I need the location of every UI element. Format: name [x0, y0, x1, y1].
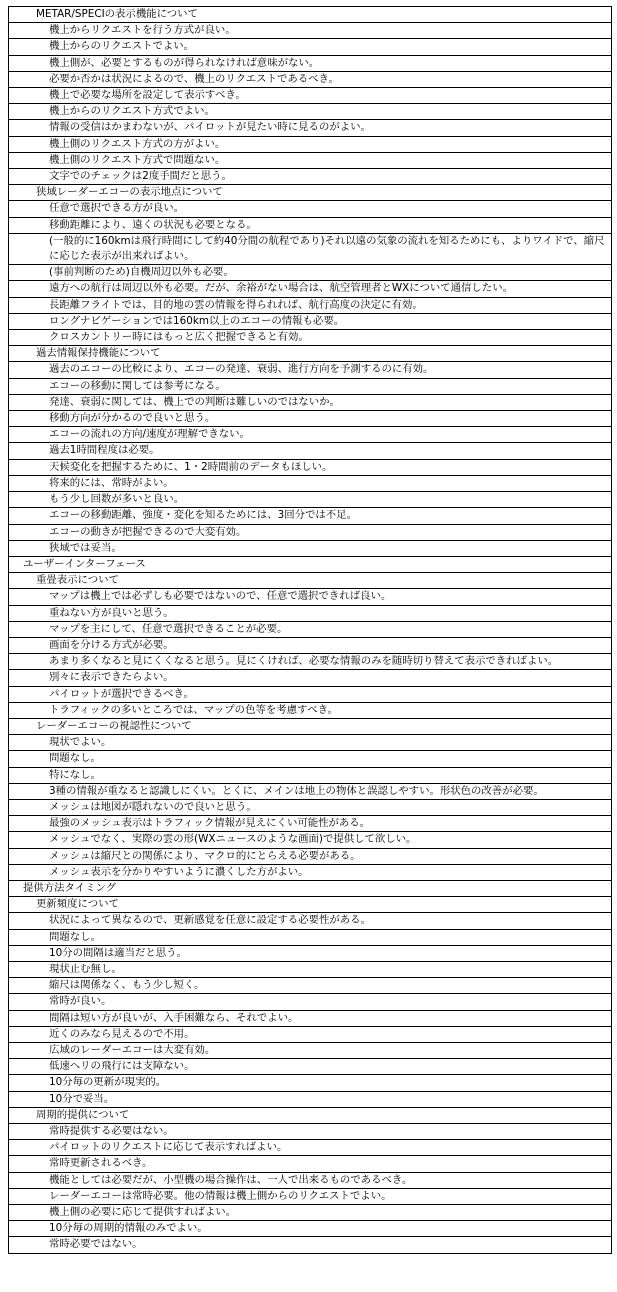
comment-row [9, 281, 612, 297]
comment-text: 低速ヘリの飛行には支障ない。 [9, 1059, 612, 1075]
comment-text: 機上からリクエストを行う方式が良い。 [9, 23, 612, 39]
comment-text: 機能としては必要だが、小型機の場合操作は、一人で出来るものであるべき。 [9, 1172, 612, 1188]
comment-row [9, 1091, 612, 1107]
comment-row [9, 492, 612, 508]
comment-text: 最強のメッシュ表示はトラフィック情報が見えにくい可能性がある。 [9, 816, 612, 832]
section-row [9, 880, 612, 896]
comment-row [9, 23, 612, 39]
comment-text: マップは機上では必ずしも必要ではないので、任意で選択できれば良い。 [9, 589, 612, 605]
comment-row [9, 799, 612, 815]
comment-text: 問題なし。 [9, 751, 612, 767]
comment-row [9, 297, 612, 313]
section-row [9, 556, 612, 572]
comment-row [9, 670, 612, 686]
comment-row [9, 540, 612, 556]
comment-row [9, 1026, 612, 1042]
comment-text: 10分の間隔は適当だと思う。 [9, 945, 612, 961]
comment-text: パイロットが選択できるべき。 [9, 686, 612, 702]
section-heading: ユーザーインターフェース [9, 556, 612, 572]
comment-text: 特になし。 [9, 767, 612, 783]
comment-row [9, 443, 612, 459]
comment-text: 将来的には、常時がよい。 [9, 475, 612, 491]
comment-row [9, 864, 612, 880]
comment-row [9, 605, 612, 621]
comment-text: 機上からのリクエスト方式でよい。 [9, 104, 612, 120]
comment-row [9, 475, 612, 491]
comment-row [9, 104, 612, 120]
comment-text: 機上で必要な場所を設定して表示すべき。 [9, 88, 612, 104]
comment-row [9, 1221, 612, 1237]
comment-row [9, 994, 612, 1010]
comment-text: 任意で選択できる方が良い。 [9, 201, 612, 217]
comment-text: 過去1時間程度は必要。 [9, 443, 612, 459]
comment-row [9, 589, 612, 605]
comment-text: エコーの動きが把握できるので大変有効。 [9, 524, 612, 540]
comment-row [9, 621, 612, 637]
comment-text: 現状でよい。 [9, 735, 612, 751]
subsection-heading: レーダーエコーの視認性について [9, 718, 612, 734]
comment-row [9, 71, 612, 87]
subsection-heading: 重畳表示について [9, 573, 612, 589]
comments-table [8, 6, 612, 1254]
comment-row [9, 767, 612, 783]
comment-text: 画面を分ける方式が必要。 [9, 637, 612, 653]
subsection-heading: 狭域レーダーエコーの表示地点について [9, 185, 612, 201]
comment-row [9, 1010, 612, 1026]
comment-text: (一般的に160kmは飛行時間にして約40分間の航程であり)それ以遠の気象の流れを知るためにも、よりワイドで、縮尺に応じた表示が出来ればよい。 [9, 233, 612, 264]
comment-row [9, 929, 612, 945]
comment-row [9, 1043, 612, 1059]
subsection-row [9, 897, 612, 913]
comment-row [9, 816, 612, 832]
comment-row [9, 961, 612, 977]
comment-text: 長距離フライトでは、目的地の雲の情報を得られれば、航行高度の決定に有効。 [9, 297, 612, 313]
comment-row [9, 1188, 612, 1204]
comment-text: 縮尺は関係なく、もう少し短く。 [9, 978, 612, 994]
comment-text: 必要か否かは状況によるので、機上のリクエストであるべき。 [9, 71, 612, 87]
comment-row [9, 152, 612, 168]
comment-row [9, 411, 612, 427]
comment-row [9, 362, 612, 378]
comment-text: 機上側のリクエスト方式の方がよい。 [9, 136, 612, 152]
comment-row [9, 88, 612, 104]
comment-text: 移動距離により、遠くの状況も必要となる。 [9, 217, 612, 233]
comment-text: エコーの移動距離、強度・変化を知るためには、3回分では不足。 [9, 508, 612, 524]
comment-row [9, 848, 612, 864]
comment-text: エコーの移動に関しては参考になる。 [9, 378, 612, 394]
comment-row [9, 945, 612, 961]
comment-text: 3種の情報が重なると認識しにくい。とくに、メインは地上の物体と誤認しやすい。形状色の改善が必要。 [9, 783, 612, 799]
comment-text: 狭域では妥当。 [9, 540, 612, 556]
comment-row [9, 55, 612, 71]
comment-text: ロングナビゲーションでは160km以上のエコーの情報も必要。 [9, 313, 612, 329]
comment-text: メッシュ表示を分かりやすいように濃くした方がよい。 [9, 864, 612, 880]
comments-table-body [9, 7, 612, 1254]
comment-row [9, 1140, 612, 1156]
subsection-row [9, 1107, 612, 1123]
comment-row [9, 217, 612, 233]
comment-row [9, 751, 612, 767]
comment-text: 機上側が、必要とするものが得られなければ意味がない。 [9, 55, 612, 71]
comment-row [9, 1156, 612, 1172]
comment-row [9, 233, 612, 264]
subsection-heading: 過去情報保持機能について [9, 346, 612, 362]
comment-text: 発達、衰弱に関しては、機上での判断は難しいのではないか。 [9, 394, 612, 410]
comment-row [9, 978, 612, 994]
comment-text: 現状止む無し。 [9, 961, 612, 977]
comment-row [9, 313, 612, 329]
subsection-row [9, 185, 612, 201]
comment-text: 常時提供する必要はない。 [9, 1124, 612, 1140]
comment-row [9, 524, 612, 540]
comment-text: 間隔は短い方が良いが、入手困難なら、それでよい。 [9, 1010, 612, 1026]
comment-text: 機上からのリクエストでよい。 [9, 39, 612, 55]
comment-text: 別々に表示できたらよい。 [9, 670, 612, 686]
comment-row [9, 394, 612, 410]
comment-text: 状況によって異なるので、更新感覚を任意に設定する必要性がある。 [9, 913, 612, 929]
comment-row [9, 1205, 612, 1221]
section-heading: 提供方法タイミング [9, 880, 612, 896]
comment-text: 情報の受信はかまわないが、パイロットが見たい時に見るのがよい。 [9, 120, 612, 136]
comment-text: エコーの流れの方向/速度が理解できない。 [9, 427, 612, 443]
comment-row [9, 913, 612, 929]
comment-row [9, 1075, 612, 1091]
comment-row [9, 637, 612, 653]
subsection-heading: 周期的提供について [9, 1107, 612, 1123]
comment-text: 10分毎の周期的情報のみでよい。 [9, 1221, 612, 1237]
comment-row [9, 686, 612, 702]
comment-row [9, 1172, 612, 1188]
comment-text: メッシュでなく、実際の雲の形(WXニュースのような画面)で提供して欲しい。 [9, 832, 612, 848]
comment-row [9, 427, 612, 443]
comment-row [9, 702, 612, 718]
subsection-row [9, 346, 612, 362]
comment-text: 10分で妥当。 [9, 1091, 612, 1107]
comment-text: 10分毎の更新が現実的。 [9, 1075, 612, 1091]
comment-text: (事前判断のため)自機周辺以外も必要。 [9, 265, 612, 281]
comment-row [9, 378, 612, 394]
comment-text: トラフィックの多いところでは、マップの色等を考慮すべき。 [9, 702, 612, 718]
comment-text: 移動方向が分かるので良いと思う。 [9, 411, 612, 427]
comment-text: マップを主にして、任意で選択できることが必要。 [9, 621, 612, 637]
comment-text: 常時必要ではない。 [9, 1237, 612, 1253]
comment-row [9, 330, 612, 346]
comment-row [9, 169, 612, 185]
comment-text: あまり多くなると見にくくなると思う。見にくければ、必要な情報のみを随時切り替えて表示できればよい。 [9, 654, 612, 670]
comment-row [9, 832, 612, 848]
comment-row [9, 1237, 612, 1253]
comment-row [9, 120, 612, 136]
subsection-row [9, 573, 612, 589]
comment-text: 問題なし。 [9, 929, 612, 945]
comment-row [9, 508, 612, 524]
comment-text: 常時更新されるべき。 [9, 1156, 612, 1172]
subsection-heading: METAR/SPECIの表示機能について [9, 7, 612, 23]
comment-text: 過去のエコーの比較により、エコーの発達、衰弱、進行方向を予測するのに有効。 [9, 362, 612, 378]
comment-text: もう少し回数が多いと良い。 [9, 492, 612, 508]
comment-row [9, 201, 612, 217]
comment-text: 近くのみなら見えるので不用。 [9, 1026, 612, 1042]
comment-row [9, 1124, 612, 1140]
subsection-row [9, 718, 612, 734]
comment-row [9, 136, 612, 152]
comment-text: 文字でのチェックは2度手間だと思う。 [9, 169, 612, 185]
comment-row [9, 39, 612, 55]
comment-text: 広域のレーダーエコーは大変有効。 [9, 1043, 612, 1059]
comment-text: 常時が良い。 [9, 994, 612, 1010]
comment-text: 機上側の必要に応じて提供すればよい。 [9, 1205, 612, 1221]
comment-text: 天候変化を把握するために、1・2時間前のデータもほしい。 [9, 459, 612, 475]
comment-text: メッシュは地図が隠れないので良いと思う。 [9, 799, 612, 815]
subsection-row [9, 7, 612, 23]
comment-text: パイロットのリクエストに応じて表示すればよい。 [9, 1140, 612, 1156]
comment-text: 機上側のリクエスト方式で問題ない。 [9, 152, 612, 168]
comment-text: 重ねない方が良いと思う。 [9, 605, 612, 621]
comment-text: クロスカントリー時にはもっと広く把握できると有効。 [9, 330, 612, 346]
subsection-heading: 更新頻度について [9, 897, 612, 913]
comment-row [9, 265, 612, 281]
comment-row [9, 459, 612, 475]
comment-row [9, 1059, 612, 1075]
comment-text: レーダーエコーは常時必要。他の情報は機上側からのリクエストでよい。 [9, 1188, 612, 1204]
comment-text: 遠方への航行は周辺以外も必要。だが、余裕がない場合は、航空管理者とWXについて通信したい。 [9, 281, 612, 297]
comment-row [9, 654, 612, 670]
comment-text: メッシュは縮尺との関係により、マクロ的にとらえる必要がある。 [9, 848, 612, 864]
comment-row [9, 735, 612, 751]
comment-row [9, 783, 612, 799]
